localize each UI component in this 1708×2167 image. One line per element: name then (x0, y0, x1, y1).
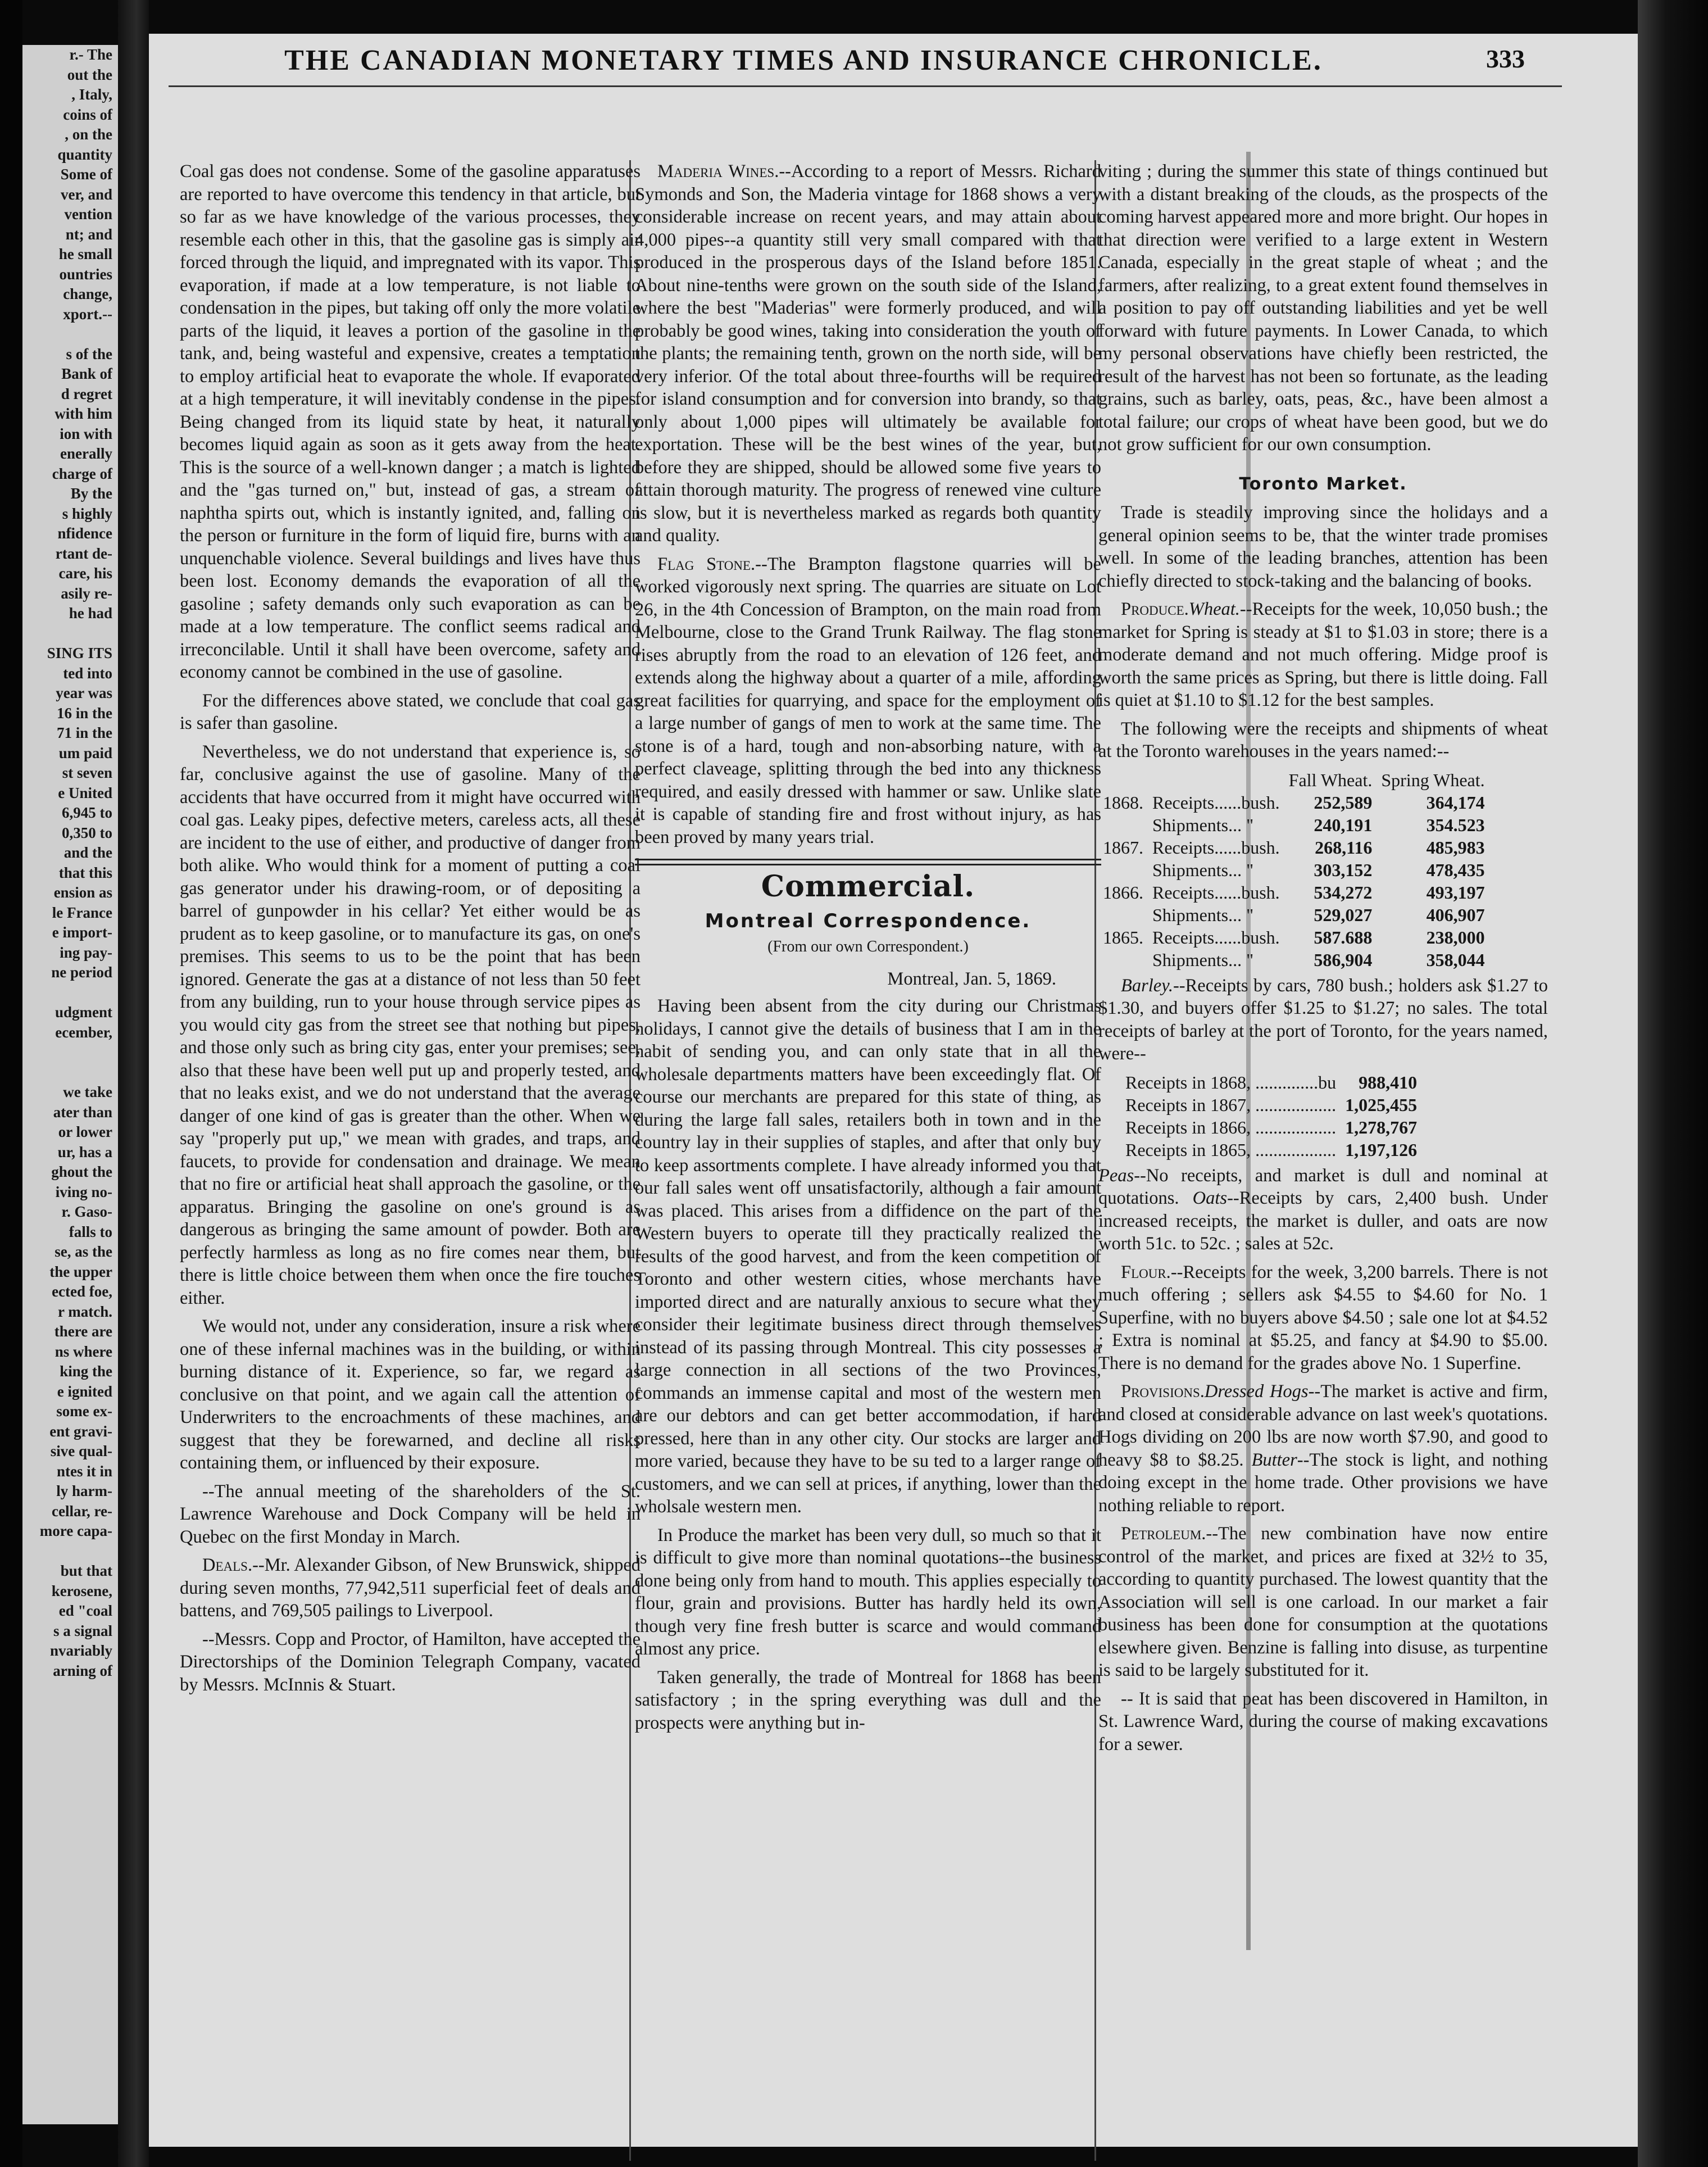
provisions-paragraph (1098, 1380, 1548, 1517)
left-page-fragment: with him (54, 405, 112, 422)
table-cell-spring: 238,000 (1426, 927, 1485, 948)
left-page-fragment (22, 1542, 118, 1562)
barley-table (1121, 1071, 1421, 1161)
book-binding-right (1638, 0, 1708, 2167)
left-page-fragment: there are (54, 1323, 112, 1340)
table-cell-spring: 493,197 (1426, 882, 1485, 903)
table-row (1098, 859, 1489, 881)
table-cell-label: Receipts......bush. (1152, 882, 1280, 903)
left-page-fragment: ed "coal (58, 1602, 112, 1619)
table-cell-label: Shipments... " (1152, 859, 1254, 880)
flour-lead: Flour. (1121, 1262, 1171, 1282)
wheat-table-body (1098, 791, 1489, 971)
produce-paragraph (1098, 598, 1548, 712)
table-cell-year (1098, 949, 1148, 971)
left-page-fragment (22, 324, 118, 344)
left-page-fragment: vention (64, 206, 112, 223)
table-row (1098, 881, 1489, 904)
left-page-fragment: ecember, (55, 1023, 112, 1041)
article-paragraph: In Produce the market has been very dull, so much so that it is difficult to give more than nominal quotations--the business done being only from hand to mouth. This applies especially to flour, grain and provisions. Butter has hardly held its own, though very fine fresh butter is scarce and would command almost any price. (635, 1525, 1101, 1659)
left-page-fragment: Bank of (61, 365, 112, 382)
article-paragraph: viting ; during the summer this state of things continued but with a distant breaking of the clouds, as the prospects of the coming harvest appeared more and more bright. Our hopes in that direction were verified to a large extent in Western Canada, especially in the great staple of wheat ; and the farmers, after realizing, to a great extent found themselves in a position to pay off outstanding liabilities and yet be well forward with future payments. In Lower Canada, to which my personal observations have chiefly been restricted, the result of the harvest has not been so fortunate, as the leading grains, such as barley, oats, peas, &c., have been almost a total failure; our crops of wheat have been good, but we do not grow sufficient for our own consumption. (1098, 161, 1548, 455)
table-header: Fall Wheat. (1288, 769, 1373, 790)
butter-lead: Butter (1251, 1449, 1297, 1470)
left-page-fragment: s highly (62, 505, 112, 522)
article-paragraph: Nevertheless, we do not understand that experience is, so far, conclusive against the use of gasoline. Many of the accidents that have occurred from it might have occurred with coal gas. Leaky pipes, defective meters, careless acts, all these are incident to the use of either, and productive of danger from both alike. Who would think for a moment of putting a coal gas generator under his drawing-room, or of depositing a barrel of gunpowder in his cellar? Yet either would be as prudent as to keep gasoline, or to manufacture its gas, on one's premises. This seems to us to be the point that has been ignored. Generate the gas at a distance of not less than 50 feet from any building, run to your house through service pipes as you would city gas from the street see that nothing but pipes, and those only such as bring city gas, enter your premises; see, also that these have been well put up and properly tested, and that no leaks exist, and we do not understand that the average danger of one kind of gas is greater than the other. When we say "properly put up," we mean with grades, and traps, and faucets, to provide for condensation and drainage. We mean that no fire or artificial heat shall approach the gasoline, or the apparatus. Bringing the gasoline on one's ground is as dangerous as bringing the same amount of powder. Both are perfectly harmless as long as no fire comes near them, but there is little choice between them when once the fire touches either. (180, 741, 640, 1308)
maderia-paragraph (635, 160, 1101, 547)
left-page-fragment (22, 1063, 118, 1083)
table-cell-fall: 586,904 (1314, 949, 1373, 970)
provisions-text: --The market is active and firm, and closed at considerable advance on last week's quotations. Hogs dividing on 200 lbs are now worth $7.90, and good to heavy $8 to $8.25. (1098, 1381, 1548, 1470)
table-cell-label: Receipts......bush. (1152, 927, 1280, 948)
table-cell-fall: 252,589 (1314, 792, 1373, 813)
left-page-fragment: se, as the (54, 1243, 112, 1260)
left-page-fragment: ver, and (60, 185, 112, 203)
left-page-fragment: 16 in the (56, 704, 112, 722)
article-paragraph: Taken generally, the trade of Montreal for 1868 has been satisfactory ; in the spring everything was dull and the prospects were anything but in- (635, 1667, 1101, 1733)
barley-table-body (1121, 1071, 1421, 1161)
flagstone-text: --The Brampton flagstone quarries will be worked vigorously next spring. The quarries are situate on Lot 26, in the 4th Concession of Brampton, on the main road from Melbourne, close to the Grand Trunk Railway. The flag stone rises abruptly from the road to an elevation of 126 feet, and extends along the highway about a quarter of a mile, affording great facilities for quarrying, and space for the employment of a large number of gangs of men to work at the same time. The stone is of a hard, tough and non-absorbing nature, with a perfect claveage, splitting through the bed into any thickness required, and easily dressed with hammer or saw. Unlike slate it is capable of standing fire and frost without injury, as has been proved by many years trial. (635, 554, 1101, 847)
table-header (1148, 769, 1284, 791)
article-paragraph: For the differences above stated, we conclude that coal gas is safer than gasoline. (180, 690, 640, 733)
left-page-fragment: enerally (60, 445, 112, 462)
left-page-fragment: udgment (54, 1004, 112, 1021)
flour-text: --Receipts for the week, 3,200 barrels. There is not much offering ; sellers ask $4.55 to $4.60 for No. 1 Superfine, with no buyers above $4.50 ; sale one lot at $4.52 ; Extra is nominal at $5.25, and fancy at $4.90 to $5.00. There is no demand for the grades above No. 1 Superfine. (1098, 1262, 1548, 1373)
table-row (1121, 1071, 1421, 1094)
maderia-lead: Maderia Wines. (657, 161, 779, 182)
peas-text: --No receipts, and market is dull and nominal at quotations. (1098, 1165, 1548, 1208)
left-page-fragment: d regret (61, 385, 112, 402)
left-page-fragment: ur, has a (57, 1143, 112, 1160)
left-page-fragment: r match. (58, 1303, 112, 1320)
table-cell-spring: 485,983 (1426, 837, 1485, 858)
table-row (1098, 949, 1489, 971)
table-cell-value: 1,197,126 (1345, 1139, 1418, 1160)
left-page-fragment: king the (60, 1363, 112, 1380)
table-cell-label: Receipts in 1866, .................. (1125, 1117, 1337, 1137)
table-cell-spring: 354.523 (1426, 814, 1485, 835)
table-cell-label: Receipts in 1868, ..............bu (1125, 1072, 1337, 1092)
left-page-fragment: By the (70, 485, 112, 502)
left-page-fragment: the upper (49, 1263, 112, 1280)
barley-lead: Barley. (1121, 975, 1173, 996)
table-header: Spring Wheat. (1381, 769, 1485, 790)
table-row (1098, 836, 1489, 859)
table-cell-label: Shipments... " (1152, 949, 1254, 970)
barley-paragraph (1098, 974, 1548, 1066)
left-page-fragment: um paid (58, 744, 112, 761)
left-page-fragment: ly harm- (56, 1483, 112, 1499)
wheat-lead: Wheat. (1188, 599, 1240, 619)
left-page-fragment: cellar, re- (52, 1502, 112, 1520)
left-page-fragment: s of the (66, 345, 112, 362)
table-cell-spring: 478,435 (1426, 859, 1485, 880)
left-page-fragment: change, (63, 285, 112, 302)
article-paragraph: Having been absent from the city during our Christmas holidays, I cannot give the details of business that I am in the habit of sending you, and can only state that in all the wholesale departments matters have been exceedingly flat. Of course our merchants are prepared for this state of thing, as during the large fall sales, retailers both in town and in the country lay in their supplies of staples, and after that only buy to keep assortments complete. I have already informed you that our fall sales went off unsatisfactorily, although a fair amount was placed. This arises from a diffidence on the part of the Western buyers to operate till they practically realized the results of the good harvest, and from the keen competition of Toronto and other western cities, whose merchants have imported direct and are naturally anxious to secure what they consider their legitimate business direct through themselves instead of its passing through Montreal. This city possesses a large connection in all sections of the two Provinces, commands an immense capital and most of the western men are our debtors and can get better accommodation, if hard pressed, here than in any other city. Our stocks are larger and more varied, because they have to be su ted to a larger range of customers, and we can sell at prices, if anything, lower than the wholsale western men. (635, 996, 1101, 1517)
left-page-fragment: quantity (57, 146, 112, 163)
deals-paragraph (180, 1554, 640, 1622)
table-cell-spring: 364,174 (1426, 792, 1485, 813)
left-page-fragment: that this (58, 864, 112, 881)
left-page-fragment: year was (56, 684, 112, 701)
table-header (1098, 769, 1148, 791)
left-page-fragment: falls to (69, 1223, 112, 1240)
left-page-fragment: but that (60, 1562, 112, 1579)
peas-oats-paragraph (1098, 1164, 1548, 1255)
left-page-fragment: ent gravi- (49, 1422, 112, 1440)
book-binding-left (0, 0, 22, 2167)
peas-lead: Peas (1098, 1165, 1134, 1186)
header-rule (169, 85, 1562, 87)
left-page-fragment: or lower (58, 1123, 112, 1140)
copp-paragraph: --Messrs. Copp and Proctor, of Hamilton, have accepted the Directorships of the Dominion Telegraph Company, vacated by Messrs. McInnis & Stuart. (180, 1629, 640, 1695)
table-cell-fall: 529,027 (1314, 904, 1373, 925)
left-page-fragment: s a signal (53, 1622, 112, 1639)
left-page-edge (22, 45, 118, 2124)
page-header-title: THE CANADIAN MONETARY TIMES AND INSURANCE CHRONICLE. (284, 44, 1323, 76)
left-page-fragment: more capa- (39, 1522, 112, 1539)
left-page-fragment: nfidence (57, 525, 112, 542)
page-number: 333 (1486, 44, 1525, 73)
article-paragraph: --The annual meeting of the shareholders of the St. Lawrence Warehouse and Dock Company will be held in Quebec on the first Monday in March. (180, 1481, 640, 1547)
left-page-fragment: ne period (51, 964, 112, 981)
left-page-fragment (22, 983, 118, 1003)
left-page-fragment: some ex- (56, 1403, 112, 1420)
peat-paragraph: -- It is said that peat has been discovered in Hamilton, in St. Lawrence Ward, during the course of making excavations for a sewer. (1098, 1688, 1548, 1755)
table-cell-label: Shipments... " (1152, 814, 1254, 835)
left-page-fragment: Some of (60, 166, 112, 183)
provisions-lead: Provisions. (1121, 1381, 1205, 1402)
table-row (1121, 1094, 1421, 1116)
hogs-lead: Dressed Hogs (1204, 1381, 1309, 1402)
left-page-fragment: ension as (53, 884, 112, 901)
table-cell-label: Receipts......bush. (1152, 837, 1280, 858)
petroleum-lead: Petroleum. (1121, 1524, 1206, 1544)
table-cell-year: 1868. (1103, 792, 1143, 813)
table-cell-value: 1,278,767 (1345, 1117, 1418, 1137)
left-page-fragment: arning of (53, 1662, 112, 1679)
left-page-fragment: le France (52, 904, 112, 921)
left-page-fragment: r.- The (69, 46, 112, 63)
barley-text: --Receipts by cars, 780 bush.; holders ask $1.27 to $1.30, and buyers offer $1.25 to $1.27; no sales. The total receipts of barley at the port of Toronto, for the years named, were-- (1098, 975, 1548, 1064)
left-page-fragment: nvariably (49, 1642, 112, 1659)
article-paragraph: Trade is steadily improving since the holidays and a general opinion seems to be, that the winter trade promises well. In some of the leading branches, attention has been chiefly directed to stock-taking and the balancing of books. (1098, 502, 1548, 591)
left-page-fragment: SING ITS (47, 645, 112, 661)
oats-text: --Receipts by cars, 2,400 bush. Under increased receipts, the market is duller, and oats are now worth 51c. to 52c. ; sales at 52c. (1098, 1188, 1548, 1254)
toronto-market-heading: Toronto Market. (1239, 474, 1407, 494)
table-cell-year: 1867. (1103, 837, 1143, 858)
montreal-heading: Montreal Correspondence. (705, 909, 1032, 932)
left-page-fragment: st seven (62, 764, 112, 781)
left-page-fragment: e United (58, 784, 112, 801)
table-cell-label: Receipts in 1865, .................. (1125, 1139, 1337, 1160)
correspondent-note: (From our own Correspondent.) (767, 938, 969, 955)
left-page-fragment: ion with (60, 425, 112, 442)
butter-text: --The stock is light, and nothing doing except in the home trade. Other provisions we have nothing reliable to report. (1098, 1449, 1548, 1516)
left-page-fragment: ected foe, (52, 1283, 112, 1300)
table-cell-year: 1866. (1103, 882, 1143, 903)
table-cell-spring: 406,907 (1426, 904, 1485, 925)
left-page-fragment: sive qual- (50, 1443, 112, 1459)
oats-lead: Oats (1192, 1188, 1228, 1208)
left-page-fragment: 71 in the (56, 724, 112, 741)
table-row (1098, 814, 1489, 836)
left-page-fragment: xport.-- (63, 305, 112, 323)
column-1 (180, 160, 640, 1702)
commercial-heading: Commercial. (761, 869, 975, 904)
column-2 (635, 160, 1101, 1740)
book-gutter (118, 0, 149, 2167)
table-cell-value: 988,410 (1359, 1072, 1418, 1092)
left-page-fragment: 6,945 to (62, 804, 112, 821)
table-row (1121, 1139, 1421, 1161)
left-page-fragment: asily re- (61, 584, 112, 602)
table-cell-year (1098, 859, 1148, 881)
left-page-fragment: ntes it in (56, 1462, 112, 1480)
left-page-fragment: iving no- (55, 1183, 112, 1200)
left-page-fragment (22, 624, 118, 644)
left-page-fragment: ater than (53, 1103, 112, 1121)
table-cell-fall: 240,191 (1314, 814, 1373, 835)
left-page-fragment (22, 1042, 118, 1063)
left-page-fragment: ns where (54, 1343, 112, 1360)
left-page-fragment: kerosene, (51, 1582, 112, 1599)
table-cell-year (1098, 814, 1148, 836)
table-row (1121, 1116, 1421, 1139)
article-paragraph: The following were the receipts and shipments of wheat at the Toronto warehouses in the years named:-- (1098, 718, 1548, 761)
left-page-fragment: out the (67, 66, 112, 83)
left-page-fragment: charge of (52, 465, 112, 482)
left-page-fragment: he small (58, 246, 112, 262)
produce-lead: Produce. (1121, 599, 1189, 619)
left-page-fragment: nt; and (65, 225, 112, 243)
left-page-fragment: care, his (58, 565, 112, 582)
flour-paragraph (1098, 1261, 1548, 1375)
left-page-fragment: ing pay- (60, 944, 112, 961)
table-cell-spring: 358,044 (1426, 949, 1485, 970)
left-page-fragment: we take (63, 1084, 112, 1100)
deals-text: --Mr. Alexander Gibson, of New Brunswick, shipped during seven months, 77,942,511 superficial feet of deals and battens, and 769,505 pailings to Liverpool. (180, 1555, 640, 1621)
left-page-fragment: coins of (63, 106, 112, 123)
column-3 (1098, 160, 1548, 1761)
table-cell-fall: 534,272 (1314, 882, 1373, 903)
article-paragraph: We would not, under any consideration, insure a risk where one of these infernal machines was in the building, or within burning distance of it. Experience, so far, we regard as conclusive on that point, and we again call the attention of Underwriters to the encroachments of these machines, and suggest that they be forewarned, and decline all risks containing them, or influenced by their exposure. (180, 1316, 640, 1473)
left-page-fragment: , Italy, (71, 86, 112, 103)
maderia-text: --According to a report of Messrs. Richard Symonds and Son, the Maderia vintage for 1868 shows a very considerable increase on recent years, and may attain about 4,000 pipes--a quantity still very small compared with that produced in the prosperous days of the Island before 1851. About nine-tenths were grown on the south side of the Island, where the best "Maderias" were formerly produced, and will probably be good wines, taking into consideration the youth of the plants; the remaining tenth, grown on the north side, will be very inferior. Of the total about three-fourths will be required for island consumption and for conversion into brandy, so that only about 1,000 pipes will ultimately be available for exportation. These will be the best wines of the year, but, before they are shipped, should be allowed some five years to attain thorough maturity. The progress of renewed vine culture is slow, but it is nevertheless marked as regards both quantity and quality. (635, 161, 1101, 546)
flagstone-lead: Flag Stone. (657, 554, 756, 574)
left-page-fragment: and the (63, 844, 112, 861)
deals-lead: Deals. (202, 1555, 253, 1575)
table-cell-value: 1,025,455 (1345, 1094, 1418, 1115)
left-page-fragment: r. Gaso- (61, 1203, 112, 1220)
table-cell-year: 1865. (1103, 927, 1143, 948)
left-page-text-fragments (22, 45, 118, 1681)
table-row (1098, 904, 1489, 926)
flagstone-paragraph (635, 553, 1101, 849)
table-cell-fall: 303,152 (1314, 859, 1373, 880)
petroleum-paragraph (1098, 1522, 1548, 1682)
article-paragraph: Coal gas does not condense. Some of the gasoline apparatuses are reported to have overcome this tendency in that article, but so far as we have knowledge of the various processes, they resemble each other in this, that the gasoline gas is simply air forced through the liquid, and impregnated with its vapor. This evaporation, if made at a low temperature, is not liable to condensation in the pipes, but taking off only the more volatile parts of the liquid, it leaves a portion of the gasoline in the tank, and, being wasteful and expensive, creates a temptation to employ artificial heat to evaporate the whole. If evaporated at a high temperature, it will inevitably condense in the pipes. Being changed from its liquid state by heat, it naturally becomes liquid again as soon as it gets away from the heat. This is the source of a well-known danger ; a match is lighted and the "gas turned on," but, instead of gas, a stream of naphtha spirts out, which is instantly ignited, and, falling on the person or furniture in the form of liquid fire, burns with an unquenchable violence. Several buildings and lives have thus been lost. Economy demands the evaporation of all the gasoline ; safety demands only such evaporation as can be made at a low temperature. The conflict seems radical and irreconcilable. Until it shall have been overcome, safety and economy cannot be combined in the use of gasoline. (180, 161, 640, 682)
left-page-fragment: , on the (65, 126, 112, 143)
left-page-fragment: rtant de- (55, 545, 112, 562)
section-double-rule (635, 859, 1101, 865)
table-cell-fall: 587.688 (1314, 927, 1373, 948)
table-row (1098, 926, 1489, 949)
table-cell-label: Receipts in 1867, .................. (1125, 1094, 1337, 1115)
dateline: Montreal, Jan. 5, 1869. (887, 968, 1056, 989)
left-page-fragment: ountries (59, 265, 112, 283)
left-page-fragment: e ignited (57, 1382, 112, 1400)
table-cell-label: Shipments... " (1152, 904, 1254, 925)
left-page-fragment: 0,350 to (62, 824, 112, 841)
left-page-fragment: ghout the (51, 1163, 112, 1180)
table-cell-label: Receipts......bush. (1152, 792, 1280, 813)
table-cell-fall: 268,116 (1315, 837, 1373, 858)
left-page-fragment: he had (69, 605, 112, 622)
table-cell-year (1098, 904, 1148, 926)
produce-text: --Receipts for the week, 10,050 bush.; the market for Spring is steady at $1 to $1.03 in store; there is a moderate demand and not much offering. Midge proof is worth the same prices as Spring, but there is little doing. Fall is quiet at $1.10 to $1.12 for the best samples. (1098, 599, 1548, 710)
table-row (1098, 791, 1489, 814)
wheat-table (1098, 769, 1489, 971)
table-header-row (1098, 769, 1489, 791)
left-page-fragment: e import- (52, 924, 112, 941)
petroleum-text: --The new combination have now entire control of the market, and prices are fixed at 32½ to 35, according to quantity purchased. The lowest quantity that the Association will sell is one carload. In our market a fair business has been done for consumption at the quotations elsewhere given. Benzine is falling into disuse, as turpentine is said to be largely substituted for it. (1098, 1524, 1548, 1680)
left-page-fragment: ted into (63, 664, 112, 682)
